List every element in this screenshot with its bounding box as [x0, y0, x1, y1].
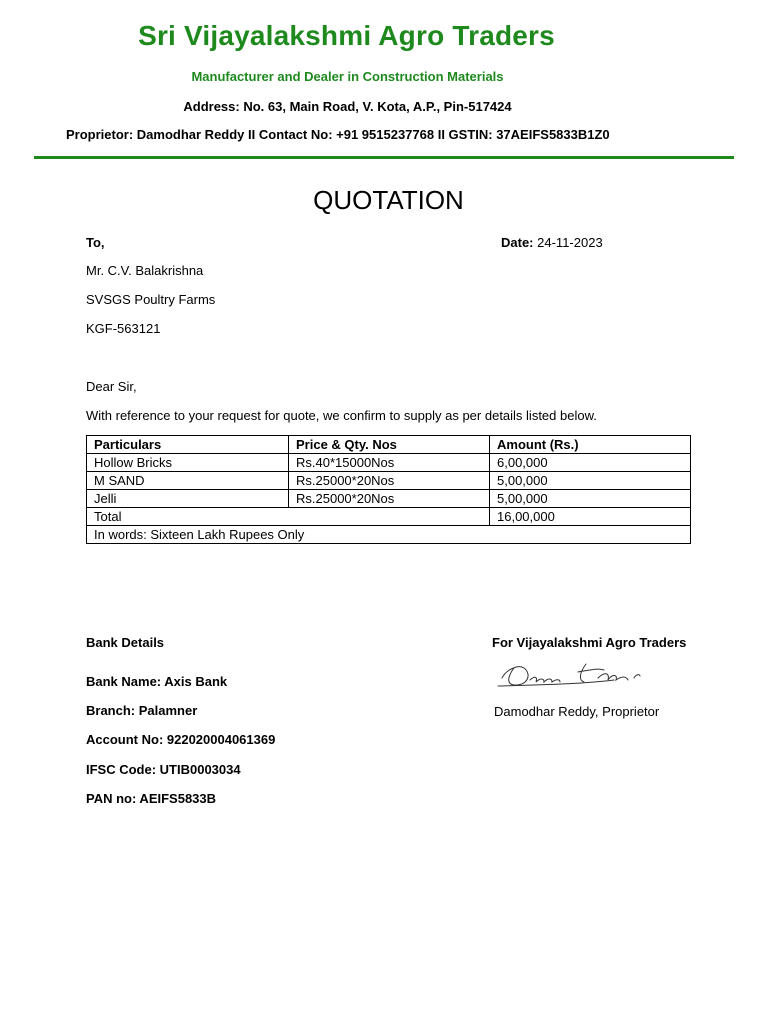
amount-in-words: In words: Sixteen Lakh Rupees Only — [87, 526, 691, 544]
recipient-name: Mr. C.V. Balakrishna — [86, 263, 204, 278]
date-value: 24-11-2023 — [537, 235, 603, 250]
cell-price-qty: Rs.40*15000Nos — [289, 454, 490, 472]
cell-amount: 5,00,000 — [490, 490, 691, 508]
total-label: Total — [87, 508, 490, 526]
salutation: Dear Sir, — [86, 379, 137, 394]
cell-particulars: Hollow Bricks — [87, 454, 289, 472]
for-company-label: For Vijayalakshmi Agro Traders — [492, 635, 687, 650]
table-header-row — [87, 436, 691, 454]
signatory-name: Damodhar Reddy, Proprietor — [494, 704, 660, 719]
document-title: QUOTATION — [313, 185, 464, 215]
bank-name: Bank Name: Axis Bank — [86, 674, 228, 689]
account-number: Account No: 922020004061369 — [86, 732, 276, 747]
cell-price-qty: Rs.25000*20Nos — [289, 490, 490, 508]
cell-particulars: Jelli — [87, 490, 289, 508]
header-divider — [34, 156, 734, 159]
table-row — [87, 472, 691, 490]
table-row — [87, 490, 691, 508]
proprietor-contact-line: Proprietor: Damodhar Reddy II Contact No: +91 9515237768 II GSTIN: 37AEIFS5833B1Z0 — [66, 127, 610, 142]
total-row — [87, 508, 691, 526]
recipient-location: KGF-563121 — [86, 321, 161, 336]
company-tagline: Manufacturer and Dealer in Construction Materials — [191, 69, 504, 84]
total-value: 16,00,000 — [490, 508, 691, 526]
intro-text: With reference to your request for quote, we confirm to supply as per details listed below. — [86, 408, 597, 423]
table-row — [87, 454, 691, 472]
pan-number: PAN no: AEIFS5833B — [86, 791, 217, 806]
column-header-amount: Amount (Rs.) — [490, 436, 691, 454]
bank-branch: Branch: Palamner — [86, 703, 198, 718]
to-label: To, — [86, 235, 105, 250]
cell-price-qty: Rs.25000*20Nos — [289, 472, 490, 490]
cell-amount: 5,00,000 — [490, 472, 691, 490]
cell-amount: 6,00,000 — [490, 454, 691, 472]
in-words-row — [87, 526, 691, 544]
column-header-price-qty: Price & Qty. Nos — [289, 436, 490, 454]
company-address: Address: No. 63, Main Road, V. Kota, A.P., Pin-517424 — [183, 99, 512, 114]
column-header-particulars: Particulars — [87, 436, 289, 454]
cell-particulars: M SAND — [87, 472, 289, 490]
company-name: Sri Vijayalakshmi Agro Traders — [138, 20, 555, 51]
recipient-company: SVSGS Poultry Farms — [86, 292, 216, 307]
bank-details-heading: Bank Details — [86, 635, 165, 650]
ifsc-code: IFSC Code: UTIB0003034 — [86, 762, 241, 777]
quotation-table — [86, 435, 691, 544]
date-line — [501, 235, 603, 250]
date-label: Date: — [501, 235, 534, 250]
signature-icon — [494, 658, 654, 692]
